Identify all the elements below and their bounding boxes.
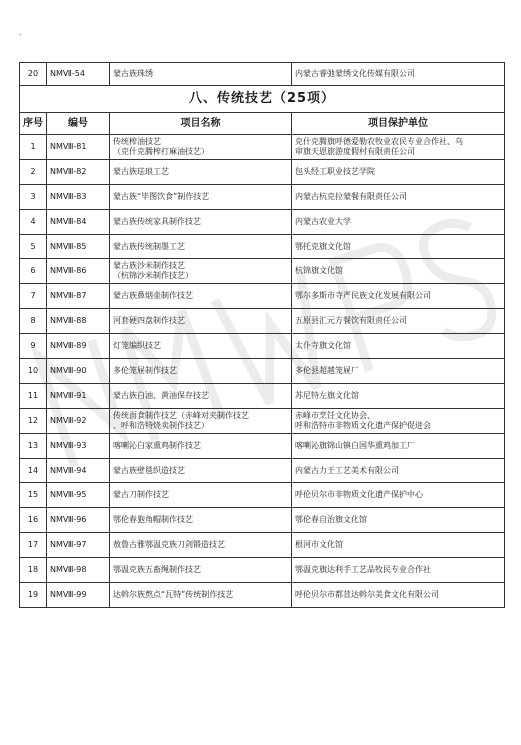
table-row — [20, 583, 505, 608]
table-row — [20, 209, 505, 234]
row-unit-line: 五原县汇元方餐饮有限责任公司 — [295, 316, 407, 326]
header-code: 编号 — [47, 113, 110, 135]
table-row — [20, 383, 505, 408]
row-code: NMⅧ-81 — [47, 135, 110, 160]
row-seq: 15 — [20, 483, 47, 508]
table-row — [20, 63, 505, 86]
row-unit-line: 内蒙古杭克拉蒙餐有限责任公司 — [295, 191, 407, 201]
row-code: NMⅧ-99 — [47, 583, 110, 608]
row-seq: 1 — [20, 135, 47, 160]
row-unit-line: 多伦县超越笼屉厂 — [295, 365, 359, 375]
table-row — [20, 433, 505, 458]
row-name-line: 河套硬四盘制作技艺 — [113, 316, 185, 326]
table-row — [20, 234, 505, 259]
row-unit-line: 审旗天恩旅游度假村有限责任公司 — [295, 146, 415, 156]
row-name-line: 蒙古族白油、黄油保存技艺 — [113, 390, 209, 400]
row-unit — [292, 184, 505, 209]
row-name — [110, 433, 292, 458]
row-name-line: 蒙古族传统家具制作技艺 — [113, 216, 201, 226]
row-name — [110, 259, 292, 284]
row-code: NMⅧ-90 — [47, 359, 110, 384]
row-seq: 10 — [20, 359, 47, 384]
table-row — [20, 135, 505, 160]
table-header-row — [20, 113, 505, 135]
table-row — [20, 259, 505, 284]
table-row — [20, 408, 505, 433]
row-unit — [292, 383, 505, 408]
row-seq: 6 — [20, 259, 47, 284]
row-code: NMⅧ-91 — [47, 383, 110, 408]
row-code: NMⅦ-54 — [47, 63, 110, 86]
row-name — [110, 583, 292, 608]
row-code: NMⅧ-92 — [47, 408, 110, 433]
row-seq: 11 — [20, 383, 47, 408]
row-unit — [292, 533, 505, 558]
row-unit-line: 赤峰市烹饪文化协会、 — [295, 410, 375, 420]
row-seq: 20 — [20, 63, 47, 86]
table-row — [20, 508, 505, 533]
row-code: NMⅧ-85 — [47, 234, 110, 259]
row-name-line: 蒙古族沙米制作技艺 — [113, 261, 185, 271]
table-row — [20, 458, 505, 483]
row-code: NMⅧ-83 — [47, 184, 110, 209]
row-name — [110, 234, 292, 259]
row-unit — [292, 558, 505, 583]
row-code: NMⅧ-86 — [47, 259, 110, 284]
row-name-line: 达斡尔族熬点“瓦特”传统制作技艺 — [113, 589, 234, 599]
row-name-line: 蒙古族珐琅工艺 — [113, 166, 169, 176]
row-name: 蒙古族珠绣 — [110, 63, 292, 86]
row-unit-line: 呼和浩特市非物质文化遗产保护促进会 — [295, 420, 431, 430]
row-seq: 4 — [20, 209, 47, 234]
row-unit-line: 根河市文化馆 — [295, 540, 343, 550]
row-name — [110, 209, 292, 234]
header-seq: 序号 — [20, 113, 47, 135]
header-unit: 项目保护单位 — [292, 113, 505, 135]
row-name — [110, 533, 292, 558]
row-name — [110, 284, 292, 309]
section-title: 八、传统技艺（25项） — [20, 86, 505, 113]
table-row — [20, 533, 505, 558]
row-seq: 8 — [20, 309, 47, 334]
row-name-line: 灯笼编织技艺 — [113, 341, 161, 351]
row-name-line: 多伦笼屉制作技艺 — [113, 365, 177, 375]
row-name-line: 敖鲁古雅鄂温克族刀剑锻造技艺 — [113, 540, 225, 550]
row-unit-line: 内蒙古农业大学 — [295, 216, 351, 226]
row-unit — [292, 309, 505, 334]
row-unit-line: 内蒙古力王工艺美术有限公司 — [295, 465, 399, 475]
row-unit — [292, 458, 505, 483]
row-name — [110, 135, 292, 160]
header-name: 项目名称 — [110, 113, 292, 135]
row-name-line: 蒙古族鼻烟壶制作技艺 — [113, 291, 193, 301]
row-seq: 17 — [20, 533, 47, 558]
row-code: NMⅧ-87 — [47, 284, 110, 309]
row-unit-line: 克什克腾旗呼德爱勒农牧业农民专业合作社、乌 — [295, 136, 463, 146]
row-unit-line: 鄂托克旗文化馆 — [295, 241, 351, 251]
row-name — [110, 483, 292, 508]
row-name-line: 传统榨油技艺 — [113, 136, 161, 146]
row-seq: 2 — [20, 159, 47, 184]
row-code: NMⅧ-93 — [47, 433, 110, 458]
row-name-line: （克什克腾榨打麻油技艺） — [113, 146, 209, 156]
row-unit — [292, 359, 505, 384]
table-row — [20, 159, 505, 184]
row-unit — [292, 135, 505, 160]
row-unit-line: 喀喇沁旗锦山镇白国华熏鸡加工厂 — [295, 440, 415, 450]
row-name — [110, 508, 292, 533]
row-name-line: 喀喇沁白家熏鸡制作技艺 — [113, 440, 201, 450]
row-code: NMⅧ-88 — [47, 309, 110, 334]
row-seq: 12 — [20, 408, 47, 433]
section-title-row — [20, 86, 505, 113]
row-name — [110, 458, 292, 483]
table-row — [20, 309, 505, 334]
row-name-line: 、呼和浩特烧卖制作技艺） — [113, 420, 209, 430]
row-unit — [292, 483, 505, 508]
row-name-line: （杭锦沙米制作技艺） — [113, 271, 193, 281]
row-unit-line: 包头经工职业技艺学院 — [295, 166, 375, 176]
row-unit — [292, 334, 505, 359]
row-name-line: 鄂伦春狍角帽制作技艺 — [113, 515, 193, 525]
row-unit: 内蒙古睿弛蒙绣文化传媒有限公司 — [292, 63, 505, 86]
row-name-line: 蒙古族传统制墨工艺 — [113, 241, 185, 251]
row-name-line: 蒙古刀制作技艺 — [113, 490, 169, 500]
row-name — [110, 383, 292, 408]
row-unit — [292, 284, 505, 309]
row-name — [110, 334, 292, 359]
row-seq: 19 — [20, 583, 47, 608]
table-row — [20, 558, 505, 583]
row-unit — [292, 259, 505, 284]
row-seq: 14 — [20, 458, 47, 483]
row-unit-line: 太仆寺旗文化馆 — [295, 341, 351, 351]
row-code: NMⅧ-84 — [47, 209, 110, 234]
table-row — [20, 284, 505, 309]
heritage-table — [19, 62, 505, 608]
row-code: NMⅧ-82 — [47, 159, 110, 184]
row-name-line: 传统面食制作技艺（赤峰对夹制作技艺 — [113, 410, 249, 420]
row-unit — [292, 508, 505, 533]
row-unit-line: 鄂温克旗达利手工艺品牧民专业合作社 — [295, 565, 431, 575]
table-row — [20, 334, 505, 359]
row-unit-line: 呼伦贝尔市都荁达斡尔美食文化有限公司 — [295, 589, 439, 599]
row-unit — [292, 408, 505, 433]
row-code: NMⅧ-98 — [47, 558, 110, 583]
row-name — [110, 184, 292, 209]
row-name — [110, 309, 292, 334]
row-name-line: 蒙古族壁毯织造技艺 — [113, 465, 185, 475]
row-unit — [292, 234, 505, 259]
row-unit — [292, 209, 505, 234]
row-code: NMⅧ-96 — [47, 508, 110, 533]
row-code: NMⅧ-97 — [47, 533, 110, 558]
row-unit-line: 鄂尔多斯市寺严民族文化发展有限公司 — [295, 291, 431, 301]
row-seq: 7 — [20, 284, 47, 309]
row-name — [110, 408, 292, 433]
row-seq: 5 — [20, 234, 47, 259]
table-row — [20, 184, 505, 209]
row-code: NMⅧ-94 — [47, 458, 110, 483]
row-seq: 18 — [20, 558, 47, 583]
row-unit-line: 杭锦旗文化馆 — [295, 266, 343, 276]
table-row — [20, 359, 505, 384]
row-code: NMⅧ-89 — [47, 334, 110, 359]
row-unit — [292, 159, 505, 184]
row-code: NMⅧ-95 — [47, 483, 110, 508]
row-name — [110, 159, 292, 184]
row-unit-line: 鄂伦春自治旗文化馆 — [295, 515, 367, 525]
row-name-line: 蒙古族“毕图饮食”制作技艺 — [113, 191, 210, 201]
row-unit-line: 呼伦贝尔市非物质文化遗产保护中心 — [295, 490, 423, 500]
row-unit — [292, 583, 505, 608]
row-unit-line: 苏尼特左旗文化馆 — [295, 390, 359, 400]
corner-mark: - — [19, 30, 22, 39]
row-name — [110, 359, 292, 384]
row-name-line: 鄂温克族五畜绳制作技艺 — [113, 565, 201, 575]
row-name — [110, 558, 292, 583]
row-unit — [292, 433, 505, 458]
row-seq: 16 — [20, 508, 47, 533]
row-seq: 13 — [20, 433, 47, 458]
row-seq: 9 — [20, 334, 47, 359]
row-seq: 3 — [20, 184, 47, 209]
table-row — [20, 483, 505, 508]
